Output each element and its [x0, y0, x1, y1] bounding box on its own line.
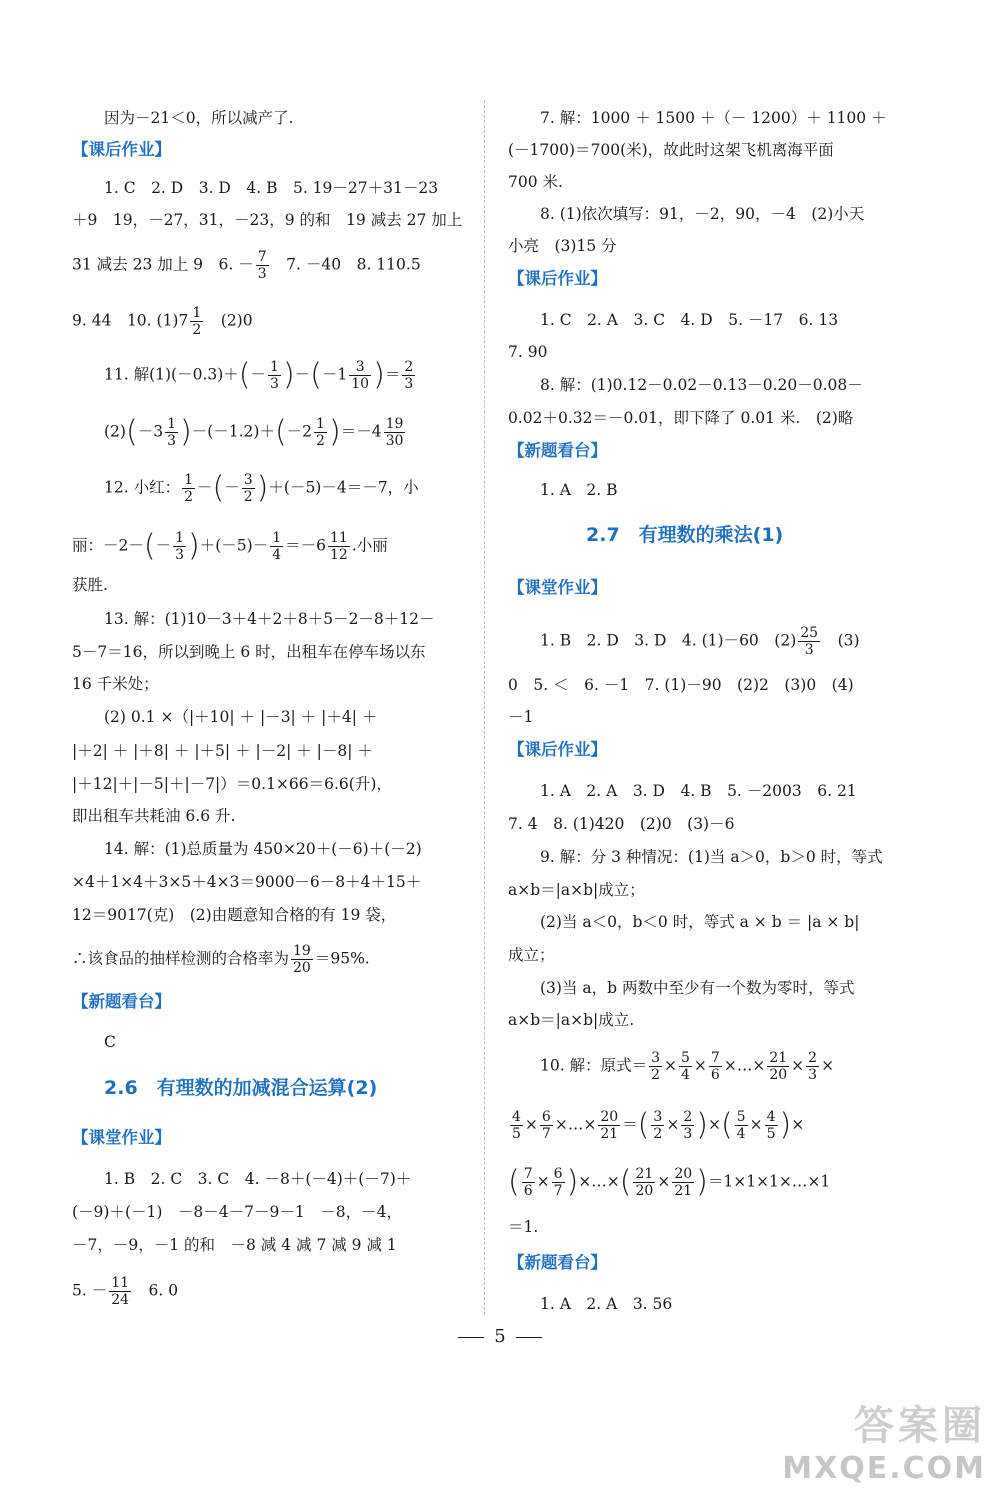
- section-title-2-7: 2.7 有理数的乘法(1): [586, 524, 784, 546]
- text-line: 7. 4 8. (1)420 (2)0 (3)－6: [508, 815, 735, 833]
- section-title-2-6: 2.6 有理数的加减混合运算(2): [104, 1077, 378, 1099]
- text-line: ＋9 19，－27，31，－23，9 的和 19 减去 27 加上: [72, 211, 463, 229]
- text-line: (2) 0.1 ×（|＋10| ＋ |－3| ＋ |＋4| ＋: [104, 708, 378, 726]
- text-line: ∴该食品的抽样检测的合格率为 $\frac{19}{20}$ ＝95%.: [72, 943, 370, 976]
- watermark: 答案圈 MXQE.COM: [782, 1403, 986, 1486]
- text-line: 11. 解(1)(－0.3)＋(－ $\frac{1}{3}$ )－(－1 $\frac{3}{10}$ )＝ $\frac{2}{3}$: [104, 357, 414, 393]
- text-line: 8. (1)依次填写：91，－2，90，－4 (2)小天: [540, 205, 865, 223]
- section-header-homework: 【课后作业】: [508, 269, 607, 288]
- text-line: 获胜.: [72, 576, 108, 594]
- text-line: 成立；: [508, 946, 555, 964]
- text-line: (－1700)＝700(米)，故此时这架飞机离海平面: [508, 141, 834, 159]
- text-line: 9. 44 10. (1)7 $\frac{1}{2}$ (2)0: [72, 305, 253, 338]
- text-line: 1. A 2. A 3. 56: [540, 1295, 673, 1313]
- text-line: 0 5. ＜ 6. －1 7. (1)－90 (2)2 (3)0 (4): [508, 676, 854, 694]
- text-line: a×b＝|a×b|成立.: [508, 1011, 635, 1029]
- text-line: |＋12|＋|－5|＋|－7|）＝0.1×66＝6.6(升)，: [72, 775, 392, 793]
- text-line: (2)当 a＜0，b＜0 时，等式 a × b ＝ |a × b|: [540, 913, 860, 931]
- text-line: 1. A 2. B: [540, 481, 618, 499]
- text-line: －7，－9，－1 的和 －8 减 4 减 7 减 9 减 1: [72, 1236, 397, 1254]
- text-line: 0.02＋0.32＝－0.01，即下降了 0.01 米. (2)略: [508, 409, 854, 427]
- text-line: $\frac{4}{5}$ × $\frac{6}{7}$ ×…× $\frac{20}{21}$ ＝( $\frac{3}{2}$ × $\frac{2}{3}$ )×( $\frac{5}{4}$ × $\frac{4}{5}$ )×: [512, 1107, 805, 1143]
- text-line: 1. C 2. A 3. C 4. D 5. －17 6. 13: [540, 311, 839, 329]
- section-header-classwork: 【课堂作业】: [72, 1128, 171, 1147]
- text-line: 31 减去 23 加上 9 6. － $\frac{7}{3}$ 7. －40 8. 110.5: [72, 249, 421, 282]
- text-line: －1: [508, 708, 534, 726]
- text-line: ( $\frac{7}{6}$ × $\frac{6}{7}$ )×…×( $\frac{21}{20}$ × $\frac{20}{21}$ )＝1×1×1×…×1: [508, 1164, 831, 1200]
- section-header-classwork: 【课堂作业】: [508, 578, 607, 597]
- column-divider: [484, 100, 485, 1315]
- section-header-new-problems: 【新题看台】: [72, 992, 171, 1011]
- text-line: 5－7＝16，所以到晚上 6 时，出租车在停车场以东: [72, 643, 426, 661]
- text-line: 10. 解：原式＝ $\frac{3}{2}$ × $\frac{5}{4}$ × $\frac{7}{6}$ ×…× $\frac{21}{20}$ × $\frac{2}{3}$ ×: [540, 1050, 835, 1083]
- text-line: 5. － $\frac{11}{24}$ 6. 0: [72, 1275, 179, 1308]
- text-line: 1. B 2. C 3. C 4. －8＋(－4)＋(－7)＋: [104, 1170, 412, 1188]
- text-line: 8. 解：(1)0.12－0.02－0.13－0.20－0.08－: [540, 376, 863, 394]
- section-header-new-problems: 【新题看台】: [508, 441, 607, 460]
- text-line: 7. 解：1000 ＋ 1500 ＋（－ 1200）＋ 1100 ＋: [540, 109, 887, 127]
- text-line: 12. 小红： $\frac{1}{2}$ －(－ $\frac{3}{2}$ )＋(－5)－4＝－7，小: [104, 470, 419, 506]
- section-header-homework-2: 【课后作业】: [508, 740, 607, 759]
- page-number: 5: [0, 1326, 1000, 1347]
- text-line: ×4＋1×4＋3×5＋4×3＝9000－6－8＋4＋15＋: [72, 873, 422, 891]
- text-line: (3)当 a，b 两数中至少有一个数为零时，等式: [540, 979, 855, 997]
- text-line: 9. 解：分 3 种情况：(1)当 a＞0，b＞0 时，等式: [540, 848, 883, 866]
- text-line: 700 米.: [508, 173, 563, 191]
- fraction: $\frac{1}{2}$: [192, 305, 202, 338]
- text-line: 因为－21＜0，所以减产了.: [104, 109, 294, 127]
- text-line: 丽：－2－(－ $\frac{1}{3}$ )＋(－5)－ $\frac{1}{4}$ ＝－6 $\frac{11}{12}$ .小丽: [72, 528, 388, 564]
- section-header-new-problems-2: 【新题看台】: [508, 1253, 607, 1272]
- text-line: 7. 90: [508, 343, 548, 361]
- text-line: 1. A 2. A 3. D 4. B 5. －2003 6. 21: [540, 782, 857, 800]
- text-line: 小亮 (3)15 分: [508, 237, 617, 255]
- fraction: $\frac{7}{3}$: [257, 249, 267, 282]
- text-line: ＝1.: [508, 1218, 539, 1236]
- text-line: 12＝9017(克) (2)由题意知合格的有 19 袋，: [72, 906, 397, 924]
- text-line: 1. B 2. D 3. D 4. (1)－60 (2) $\frac{25}{3}$ (3): [540, 625, 860, 658]
- text-line: 14. 解：(1)总质量为 450×20＋(－6)＋(－2): [104, 840, 422, 858]
- text-line: a×b＝|a×b|成立；: [508, 881, 645, 899]
- text-line: 1. C 2. D 3. D 4. B 5. 19－27＋31－23: [104, 179, 439, 197]
- text-line: 即出租车共耗油 6.6 升.: [72, 807, 236, 825]
- text-line: C: [104, 1033, 116, 1051]
- text-line: |＋2| ＋ |＋8| ＋ |＋5| ＋ |－2| ＋ |－8| ＋: [72, 742, 373, 760]
- section-header-homework: 【课后作业】: [72, 140, 171, 159]
- text-line: 13. 解：(1)10－3＋4＋2＋8＋5－2－8＋12－: [104, 610, 435, 628]
- text-line: (2)(－3 $\frac{1}{3}$ )－(－1.2)＋(－2 $\frac{1}{2}$ )＝－4 $\frac{19}{30}$: [104, 414, 404, 450]
- text-line: 16 千米处；: [72, 675, 159, 693]
- text-line: (－9)＋(－1) －8－4－7－9－1 －8，－4，: [72, 1203, 402, 1221]
